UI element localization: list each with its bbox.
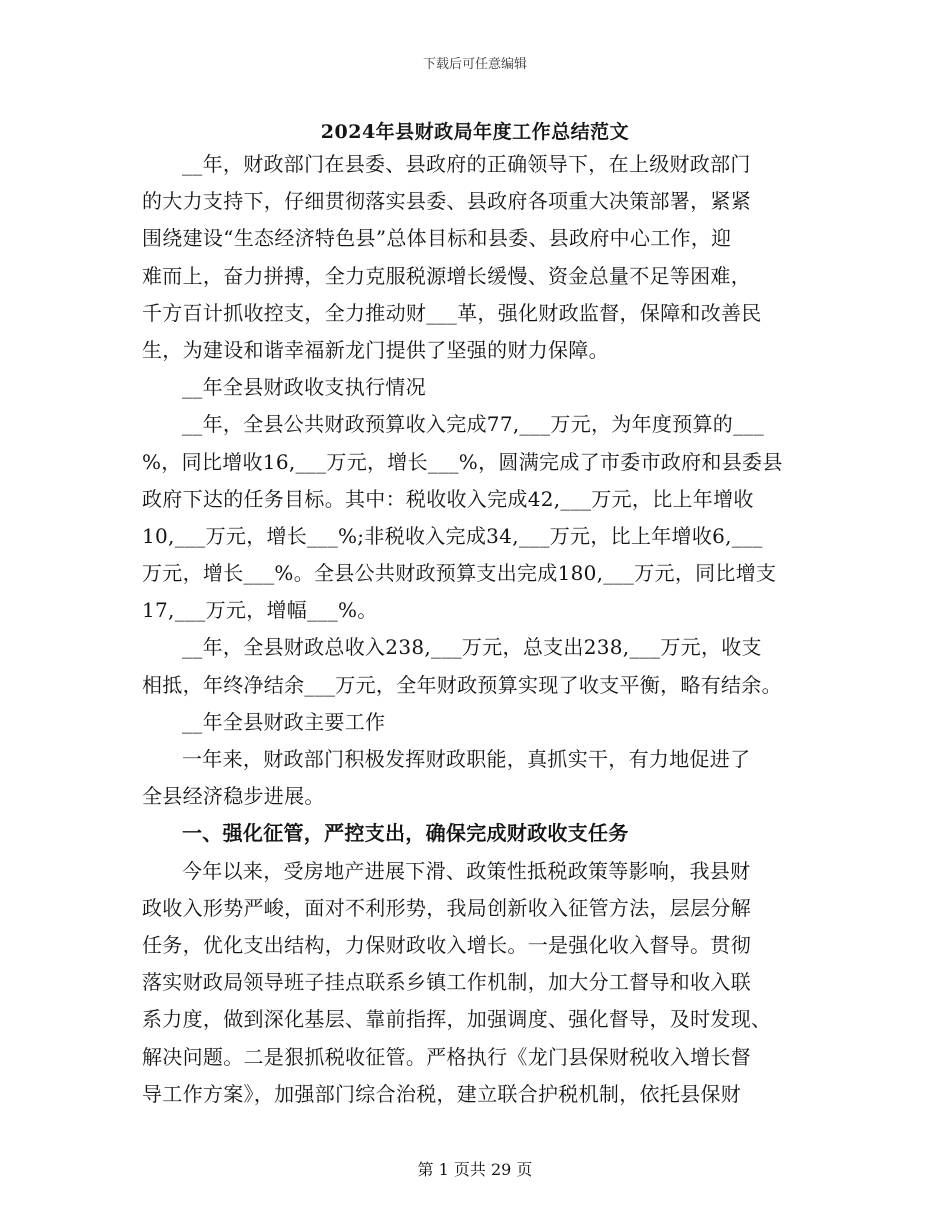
- body-line: %，同比增收16,___万元，增长___%，圆满完成了市委市政府和县委县: [142, 449, 783, 474]
- body-line: 任务，优化支出结构，力保财政收入增长。一是强化收入督导。贯彻: [142, 932, 751, 957]
- body-line: 导工作方案》，加强部门综合治税，建立联合护税机制，依托县保财: [142, 1081, 741, 1106]
- page-number: 第 1 页共 29 页: [417, 1160, 533, 1179]
- body-line: 一年来，财政部门积极发挥财政职能，真抓实干，有力地促进了: [182, 747, 751, 771]
- body-line: 系力度，做到深化基层、靠前指挥，加强调度、强化督导，及时发现、: [142, 1007, 772, 1032]
- section-heading: __年全县财政收支执行情况: [182, 375, 426, 400]
- body-line: 相抵，年终净结余___万元，全年财政预算实现了收支平衡，略有结余。: [142, 672, 782, 697]
- document-body: [142, 146, 812, 1113]
- body-line: 全县经济稳步进展。: [142, 784, 325, 809]
- body-line: 千方百计抓收控支，全力推动财___革，强化财政监督，保障和改善民: [142, 300, 762, 325]
- body-line: 难而上，奋力拼搏，全力克服税源增长缓慢、资金总量不足等困难，: [142, 263, 751, 288]
- body-line: __年，财政部门在县委、县政府的正确领导下，在上级财政部门: [182, 152, 751, 176]
- document-title: 2024年县财政局年度工作总结范文: [320, 121, 630, 143]
- body-line: 10,___万元，增长___%;非税收入完成34,___万元，比上年增收6,___: [142, 523, 763, 548]
- body-line: 政收入形势严峻，面对不利形势，我局创新收入征管方法，层层分解: [142, 895, 751, 920]
- body-line: 生，为建设和谐幸福新龙门提供了坚强的财力保障。: [142, 337, 609, 362]
- body-line: 解决问题。二是狠抓税收征管。严格执行《龙门县保财税收入增长督: [142, 1044, 751, 1069]
- body-line: 的大力支持下，仔细贯彻落实县委、县政府各项重大决策部署，紧紧: [142, 189, 751, 214]
- header-note: 下载后可任意编辑: [422, 57, 527, 72]
- body-line: __年，全县公共财政预算收入完成77,___万元，为年度预算的___: [182, 412, 765, 437]
- body-line: __年，全县财政总收入238,___万元，总支出238,___万元，收支: [182, 635, 762, 660]
- section-heading: __年全县财政主要工作: [182, 709, 386, 734]
- body-line: 围绕建设“生态经济特色县”总体目标和县委、县政府中心工作，迎: [142, 226, 732, 251]
- body-line: 落实财政局领导班子挂点联系乡镇工作机制，加大分工督导和收入联: [142, 970, 751, 995]
- bold-section-heading: 一、强化征管，严控支出，确保完成财政收支任务: [182, 821, 629, 846]
- body-line: 今年以来，受房地产进展下滑、政策性抵税政策等影响，我县财: [182, 858, 751, 883]
- body-line: 政府下达的任务目标。其中：税收收入完成42,___万元，比上年增收: [142, 486, 754, 511]
- body-line: 17,___万元，增幅___%。: [142, 598, 378, 623]
- body-line: 万元，增长___%。全县公共财政预算支出完成180,___万元，同比增支: [142, 561, 777, 586]
